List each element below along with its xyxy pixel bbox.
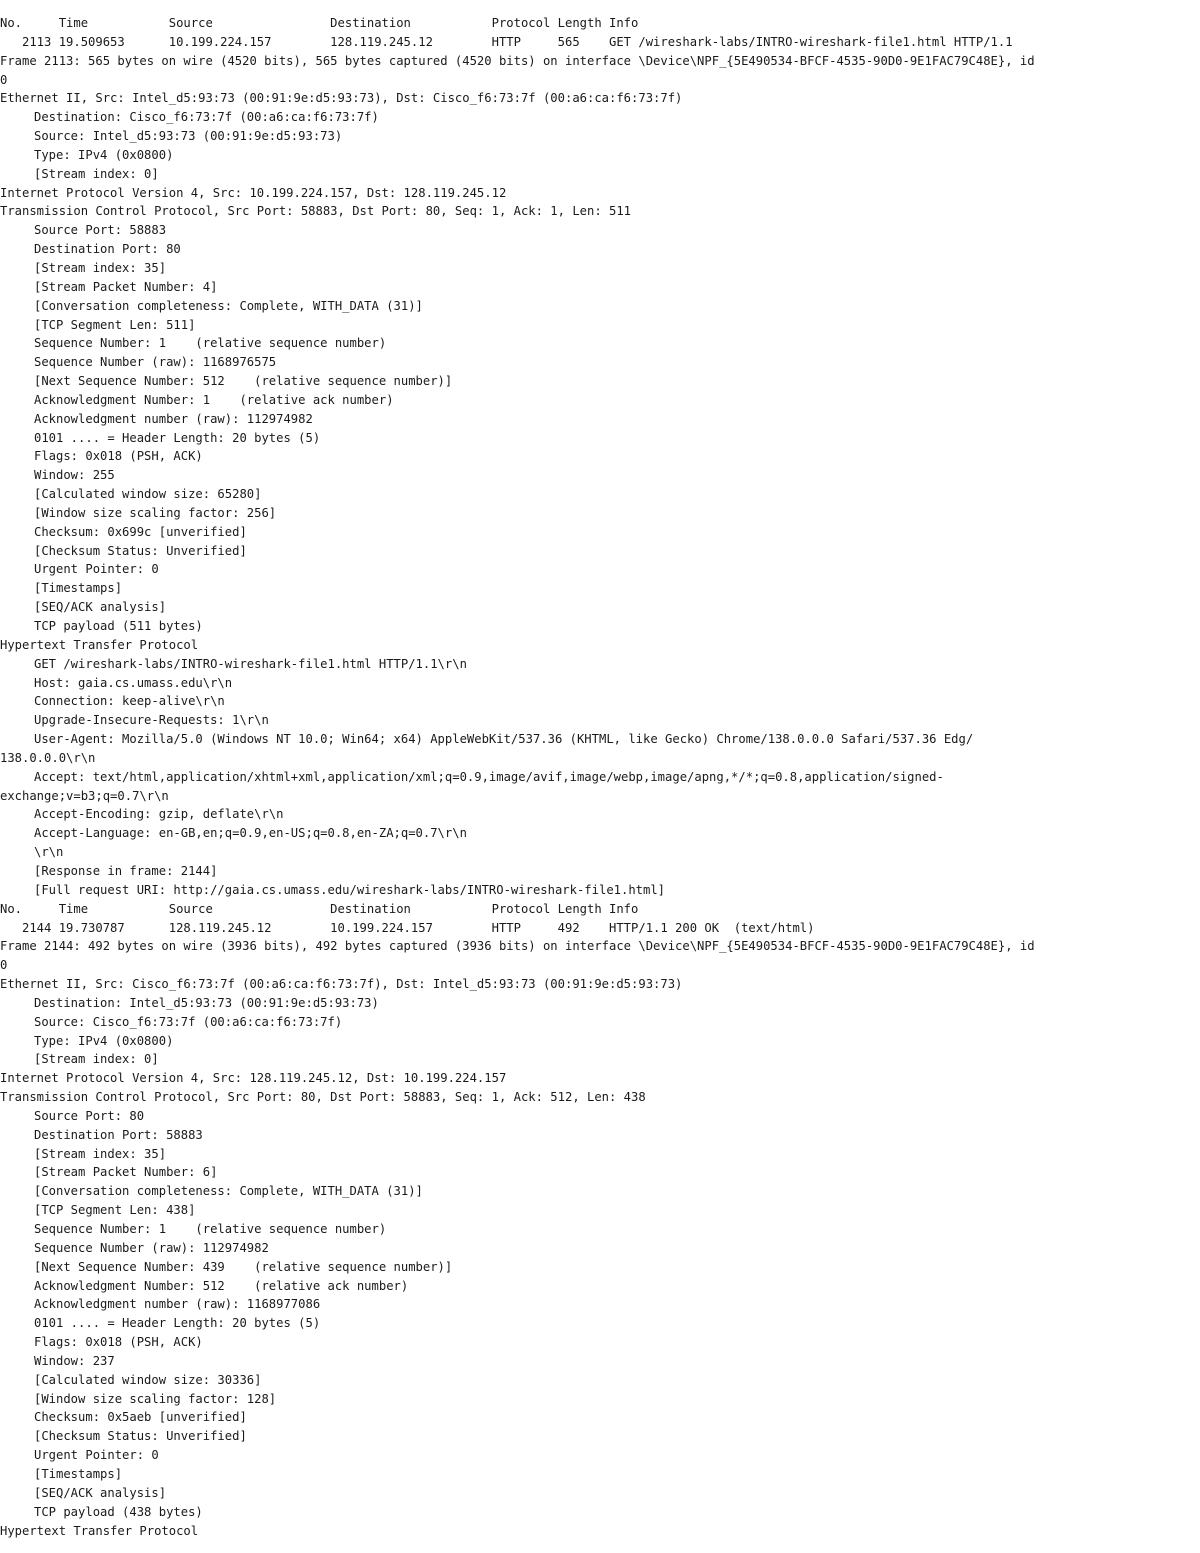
detail-line: [TCP Segment Len: 511]	[34, 317, 196, 332]
detail-line: TCP payload (438 bytes)	[34, 1504, 203, 1519]
detail-line: exchange;v=b3;q=0.7\r\n	[0, 788, 169, 803]
detail-line: Ethernet II, Src: Cisco_f6:73:7f (00:a6:ca:f6:73:7f), Dst: Intel_d5:93:73 (00:91:9e:d5:93:73)	[0, 977, 683, 992]
detail-line: Source Port: 58883	[34, 223, 167, 238]
detail-line: [TCP Segment Len: 438]	[34, 1203, 196, 1218]
detail-line: Destination: Intel_d5:93:73 (00:91:9e:d5:93:73)	[34, 995, 379, 1010]
detail-line: Source Port: 80	[34, 1108, 145, 1123]
detail-line: Source: Intel_d5:93:73 (00:91:9e:d5:93:73)	[34, 129, 343, 144]
packet-summary-row: 2113 19.509653 10.199.224.157 128.119.245.12 HTTP 565 GET /wireshark-labs/INTRO-wireshark-file1.html HTTP/1.1	[0, 34, 1013, 49]
detail-line: TCP payload (511 bytes)	[34, 619, 203, 633]
detail-line: [Timestamps]	[34, 1466, 123, 1481]
detail-line: Destination Port: 58883	[34, 1127, 203, 1142]
detail-line: 0101 .... = Header Length: 20 bytes (5)	[34, 1316, 321, 1331]
detail-line: [Timestamps]	[34, 581, 123, 596]
detail-line: Hypertext Transfer Protocol	[0, 637, 199, 652]
detail-line: [Conversation completeness: Complete, WITH_DATA (31)]	[34, 298, 423, 313]
detail-line: Sequence Number (raw): 1168976575	[34, 355, 277, 370]
detail-line: GET /wireshark-labs/INTRO-wireshark-file1.html HTTP/1.1\r\n	[34, 656, 467, 671]
detail-line: Type: IPv4 (0x0800)	[34, 147, 174, 162]
detail-line: Transmission Control Protocol, Src Port: 58883, Dst Port: 80, Seq: 1, Ack: 1, Len: 511	[0, 204, 632, 219]
detail-line: [Stream index: 35]	[34, 260, 167, 275]
detail-line: [Stream index: 35]	[34, 1146, 167, 1161]
detail-line: 0	[0, 958, 8, 973]
detail-line: 138.0.0.0\r\n	[0, 750, 96, 765]
detail-line: [SEQ/ACK analysis]	[34, 1485, 167, 1500]
detail-line: Accept-Encoding: gzip, deflate\r\n	[34, 807, 284, 822]
detail-line: Ethernet II, Src: Intel_d5:93:73 (00:91:9e:d5:93:73), Dst: Cisco_f6:73:7f (00:a6:ca:f6:73:7f)	[0, 91, 683, 106]
detail-line: [Checksum Status: Unverified]	[34, 543, 247, 558]
detail-line: Urgent Pointer: 0	[34, 562, 159, 577]
detail-line: [Window size scaling factor: 256]	[34, 505, 277, 520]
detail-line: User-Agent: Mozilla/5.0 (Windows NT 10.0; Win64; x64) AppleWebKit/537.36 (KHTML, like Gecko) Chrome/138.0.0.0 Safari/537.36 Edg/	[34, 732, 974, 747]
detail-line: Checksum: 0x699c [unverified]	[34, 524, 247, 539]
detail-line: Frame 2113: 565 bytes on wire (4520 bits), 565 bytes captured (4520 bits) on interface \Device\NPF_{5E490534-BFCF-4535-90D0-9E1FAC79C48E}, id	[0, 53, 1035, 68]
detail-line: Sequence Number: 1 (relative sequence number)	[34, 1222, 387, 1236]
packet-summary-row: 2144 19.730787 128.119.245.12 10.199.224.157 HTTP 492 HTTP/1.1 200 OK (text/html)	[0, 920, 815, 935]
detail-line: Window: 255	[34, 468, 115, 483]
detail-line: [Stream Packet Number: 6]	[34, 1165, 218, 1180]
detail-line: Transmission Control Protocol, Src Port: 80, Dst Port: 58883, Seq: 1, Ack: 512, Len: 438	[0, 1090, 646, 1105]
detail-line: Flags: 0x018 (PSH, ACK)	[34, 1335, 203, 1350]
detail-line: [Conversation completeness: Complete, WITH_DATA (31)]	[34, 1184, 423, 1199]
detail-line: \r\n	[34, 845, 64, 860]
detail-line: Destination: Cisco_f6:73:7f (00:a6:ca:f6:73:7f)	[34, 110, 379, 125]
detail-line: [Stream Packet Number: 4]	[34, 279, 218, 294]
detail-line: [Response in frame: 2144]	[34, 863, 218, 878]
detail-line: Connection: keep-alive\r\n	[34, 694, 225, 709]
detail-line: Frame 2144: 492 bytes on wire (3936 bits), 492 bytes captured (3936 bits) on interface \Device\NPF_{5E490534-BFCF-4535-90D0-9E1FAC79C48E}, id	[0, 939, 1035, 954]
detail-line: [Stream index: 0]	[34, 1052, 159, 1067]
detail-line: Flags: 0x018 (PSH, ACK)	[34, 449, 203, 464]
detail-line: [Full request URI: http://gaia.cs.umass.edu/wireshark-labs/INTRO-wireshark-file1.html]	[34, 882, 666, 897]
detail-line: [Stream index: 0]	[34, 166, 159, 181]
detail-line: Type: IPv4 (0x0800)	[34, 1033, 174, 1048]
detail-line: [Window size scaling factor: 128]	[34, 1391, 277, 1406]
detail-line: Acknowledgment number (raw): 112974982	[34, 411, 313, 426]
detail-line: Internet Protocol Version 4, Src: 128.119.245.12, Dst: 10.199.224.157	[0, 1071, 507, 1086]
detail-line: [SEQ/ACK analysis]	[34, 600, 167, 615]
detail-line: Host: gaia.cs.umass.edu\r\n	[34, 675, 233, 690]
detail-line: Acknowledgment Number: 512 (relative ack number)	[34, 1278, 409, 1293]
detail-line: Window: 237	[34, 1353, 115, 1368]
column-header-row: No. Time Source Destination Protocol Length Info	[0, 16, 639, 30]
detail-line: [Calculated window size: 30336]	[34, 1372, 262, 1387]
detail-line: Accept-Language: en-GB,en;q=0.9,en-US;q=0.8,en-ZA;q=0.7\r\n	[34, 826, 467, 841]
detail-line: [Checksum Status: Unverified]	[34, 1429, 247, 1444]
detail-line: Hypertext Transfer Protocol	[0, 1523, 199, 1538]
detail-line: Destination Port: 80	[34, 242, 181, 257]
column-header-row: No. Time Source Destination Protocol Length Info	[0, 901, 639, 916]
detail-line: Accept: text/html,application/xhtml+xml,application/xml;q=0.9,image/avif,image/webp,image/apng,*/*;q=0.8,application/signed-	[34, 769, 944, 784]
detail-line: Internet Protocol Version 4, Src: 10.199.224.157, Dst: 128.119.245.12	[0, 185, 507, 200]
detail-line: 0	[0, 72, 8, 87]
detail-line: [Next Sequence Number: 512 (relative sequence number)]	[34, 374, 453, 389]
detail-line: Upgrade-Insecure-Requests: 1\r\n	[34, 713, 269, 728]
detail-line: Source: Cisco_f6:73:7f (00:a6:ca:f6:73:7f)	[34, 1014, 343, 1029]
detail-line: Checksum: 0x5aeb [unverified]	[34, 1410, 247, 1425]
detail-line: 0101 .... = Header Length: 20 bytes (5)	[34, 430, 321, 445]
detail-line: Acknowledgment number (raw): 1168977086	[34, 1297, 321, 1312]
detail-line: [Calculated window size: 65280]	[34, 487, 262, 502]
detail-line: Urgent Pointer: 0	[34, 1448, 159, 1463]
detail-line: Sequence Number (raw): 112974982	[34, 1240, 269, 1255]
detail-line: Acknowledgment Number: 1 (relative ack number)	[34, 392, 394, 407]
detail-line: Sequence Number: 1 (relative sequence number)	[34, 336, 387, 351]
detail-line: [Next Sequence Number: 439 (relative sequence number)]	[34, 1259, 453, 1274]
